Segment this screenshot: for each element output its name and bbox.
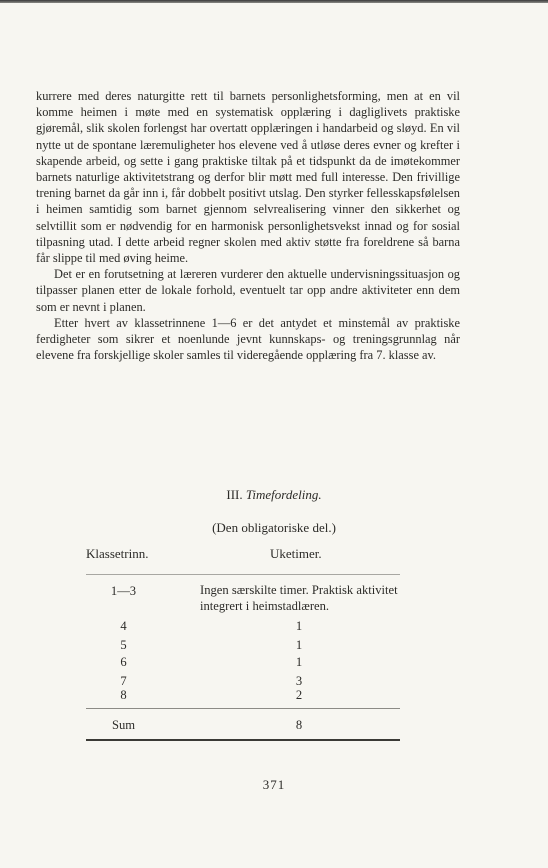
column-header-weekly-hours: Uketimer. <box>270 546 322 561</box>
section-heading <box>0 487 548 503</box>
total-value: 8 <box>295 718 303 732</box>
hours-cell: 1 <box>295 638 303 652</box>
page-top-edge <box>0 0 548 3</box>
paragraph: Etter hvert av klassetrinnene 1—6 er det antydet et minstemål av praktiske ferdigheter som sikrer et noenlunde jevnt kunnskaps- og treningsgrunnlag når elevene fra forskjellige skoler samles til videregående opplæring fra 7. klasse av. <box>36 315 460 363</box>
section-subtitle: (Den obligatoriske del.) <box>212 520 336 535</box>
table-top-rule <box>86 574 400 575</box>
class-level-cell: 1—3 <box>110 584 137 598</box>
table-sum-rule <box>86 708 400 709</box>
page-number: 371 <box>262 777 286 792</box>
hours-cell: 2 <box>295 688 303 702</box>
section-numeral: III. <box>226 487 243 502</box>
hours-cell: 1 <box>295 619 303 633</box>
paragraph: Det er en forutsetning at læreren vurderer den aktuelle undervisningssituasjon og tilpasser planen etter de lokale forhold, eventuelt tar opp andre aktiviteter enn dem som er nevnt i planen. <box>36 267 460 314</box>
section-title: Timefordeling. <box>245 487 322 502</box>
table-bottom-rule <box>86 739 400 741</box>
hours-cell: Ingen særskilte timer. Praktisk aktivitet integrert i heimstadlæren. <box>200 583 398 613</box>
paragraph: kurrere med deres naturgitte rett til barnets personlighetsforming, men at en vil komme heimen i møte med en systematisk opplæring i dagliglivets praktiske gjøremål, slik skolen forlengst har overtatt opplæringen i handarbeid og sløyd. En vil nytte ut de spontane læremuligheter hos elevene ved å utløse deres evner og krefter i skapende arbeid, og sette i gang praktiske tiltak på et tidspunkt da de imøtekommer barnets naturlige aktivitetstrang og derfor blir møtt med full interesse. Den frivillige trening barnet da går inn i, får dobbelt positivt utslag. Den styrker fellesskapsfølelsen i heimen samtidig som barnet gjennom selvrealisering vinner den sikkerhet og selvtillit som er nødvendig for en harmonisk personlighetsvekst innad og for sosial tilpasning utad. I dette arbeid regner skolen med aktiv støtte fra foreldrene så barna får slippe til med øving heime. <box>36 89 460 266</box>
column-header-class-level: Klassetrinn. <box>86 546 149 561</box>
class-level-cell: 4 <box>120 619 127 633</box>
hours-cell: 1 <box>295 655 303 669</box>
class-level-cell: 5 <box>120 638 127 652</box>
total-label: Sum <box>111 718 136 732</box>
class-level-cell: 8 <box>120 688 127 702</box>
hours-cell: 3 <box>295 674 303 688</box>
body-text <box>36 88 460 363</box>
class-level-cell: 6 <box>120 655 127 669</box>
class-level-cell: 7 <box>120 674 127 688</box>
